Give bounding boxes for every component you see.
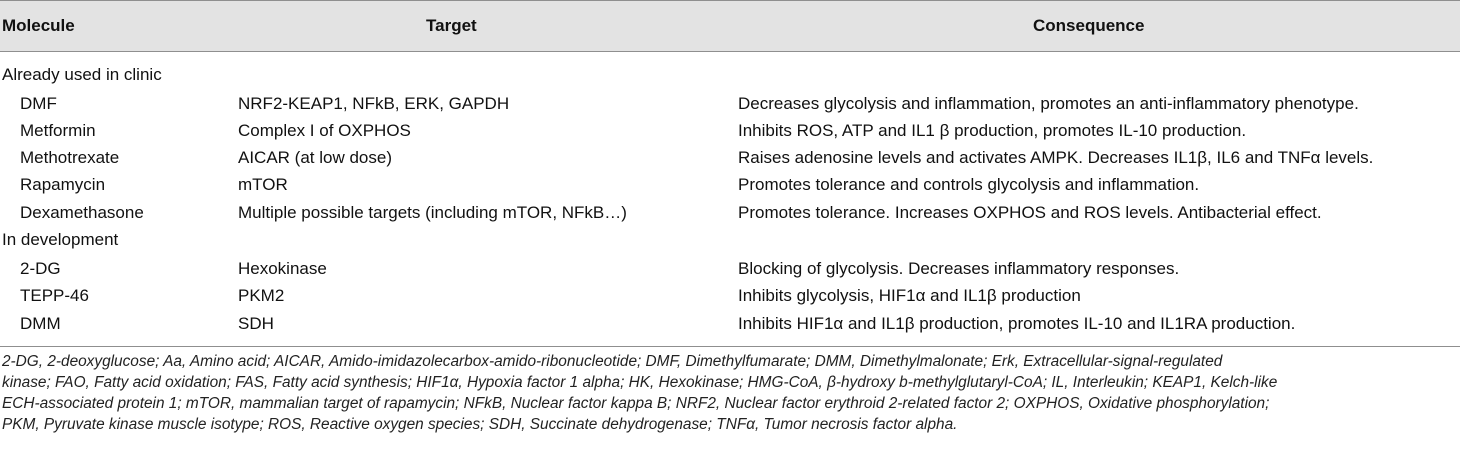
- table-row: [0, 312, 1460, 336]
- molecule-cell: Metformin: [20, 121, 96, 140]
- consequence-cell: Inhibits glycolysis, HIF1α and IL1β production: [738, 286, 1081, 305]
- table-header: [0, 0, 1460, 52]
- molecule-cell: TEPP-46: [20, 286, 89, 305]
- table-footnote: [2, 351, 1454, 435]
- target-cell: SDH: [238, 314, 274, 333]
- consequence-cell: Promotes tolerance. Increases OXPHOS and ROS levels. Antibacterial effect.: [738, 203, 1322, 222]
- header-molecule: Molecule: [2, 16, 75, 35]
- footnote-line: 2-DG, 2-deoxyglucose; Aa, Amino acid; AICAR, Amido-imidazolecarbox-amido-ribonucleotide; DMF, Dimethylfumarate; DMM, Dimethylmalonate; Erk, Extracellular-signal-regulated: [2, 353, 1223, 370]
- consequence-cell: Inhibits HIF1α and IL1β production, promotes IL-10 and IL1RA production.: [738, 314, 1296, 333]
- table-row: [0, 92, 1460, 116]
- molecule-cell: DMM: [20, 314, 61, 333]
- footnote-line: kinase; FAO, Fatty acid oxidation; FAS, Fatty acid synthesis; HIF1α, Hypoxia factor 1 alpha; HK, Hexokinase; HMG-CoA, β-hydroxy b-methylglutaryl-CoA; IL, Interleukin; KEAP1, Kelch-like: [2, 374, 1278, 391]
- table-row: [0, 284, 1460, 308]
- target-cell: PKM2: [238, 286, 285, 305]
- table-bottom-rule: [0, 346, 1460, 347]
- consequence-cell: Inhibits ROS, ATP and IL1 β production, promotes IL-10 production.: [738, 121, 1247, 140]
- molecule-cell: Methotrexate: [20, 148, 120, 167]
- table-row: [0, 146, 1460, 170]
- molecule-cell: DMF: [20, 94, 57, 113]
- section-label: Already used in clinic: [2, 65, 162, 84]
- target-cell: NRF2-KEAP1, NFkB, ERK, GAPDH: [238, 94, 510, 113]
- target-cell: mTOR: [238, 175, 288, 194]
- section-header-row: [0, 228, 1460, 252]
- table-row: [0, 173, 1460, 197]
- target-cell: Complex I of OXPHOS: [238, 121, 411, 140]
- consequence-cell: Decreases glycolysis and inflammation, promotes an anti-inflammatory phenotype.: [738, 94, 1359, 113]
- target-cell: AICAR (at low dose): [238, 148, 392, 167]
- header-consequence: Consequence: [1033, 16, 1145, 35]
- target-cell: Hexokinase: [238, 259, 327, 278]
- target-cell: Multiple possible targets (including mTOR, NFkB…): [238, 203, 627, 222]
- section-label: In development: [2, 230, 119, 249]
- consequence-cell: Promotes tolerance and controls glycolysis and inflammation.: [738, 175, 1200, 194]
- footnote-line: PKM, Pyruvate kinase muscle isotype; ROS, Reactive oxygen species; SDH, Succinate dehydrogenase; TNFα, Tumor necrosis factor alpha.: [2, 416, 958, 433]
- molecule-cell: Rapamycin: [20, 175, 106, 194]
- consequence-cell: Raises adenosine levels and activates AMPK. Decreases IL1β, IL6 and TNFα levels.: [738, 148, 1374, 167]
- consequence-cell: Blocking of glycolysis. Decreases inflammatory responses.: [738, 259, 1180, 278]
- table-row: [0, 257, 1460, 281]
- molecule-cell: Dexamethasone: [20, 203, 144, 222]
- molecule-cell: 2-DG: [20, 259, 61, 278]
- table-row: [0, 119, 1460, 143]
- table-row: [0, 201, 1460, 225]
- header-target: Target: [426, 16, 477, 35]
- footnote-line: ECH-associated protein 1; mTOR, mammalian target of rapamycin; NFkB, Nuclear factor kappa B; NRF2, Nuclear factor erythroid 2-related factor 2; OXPHOS, Oxidative phosphorylation;: [2, 395, 1270, 412]
- section-header-row: [0, 63, 1460, 87]
